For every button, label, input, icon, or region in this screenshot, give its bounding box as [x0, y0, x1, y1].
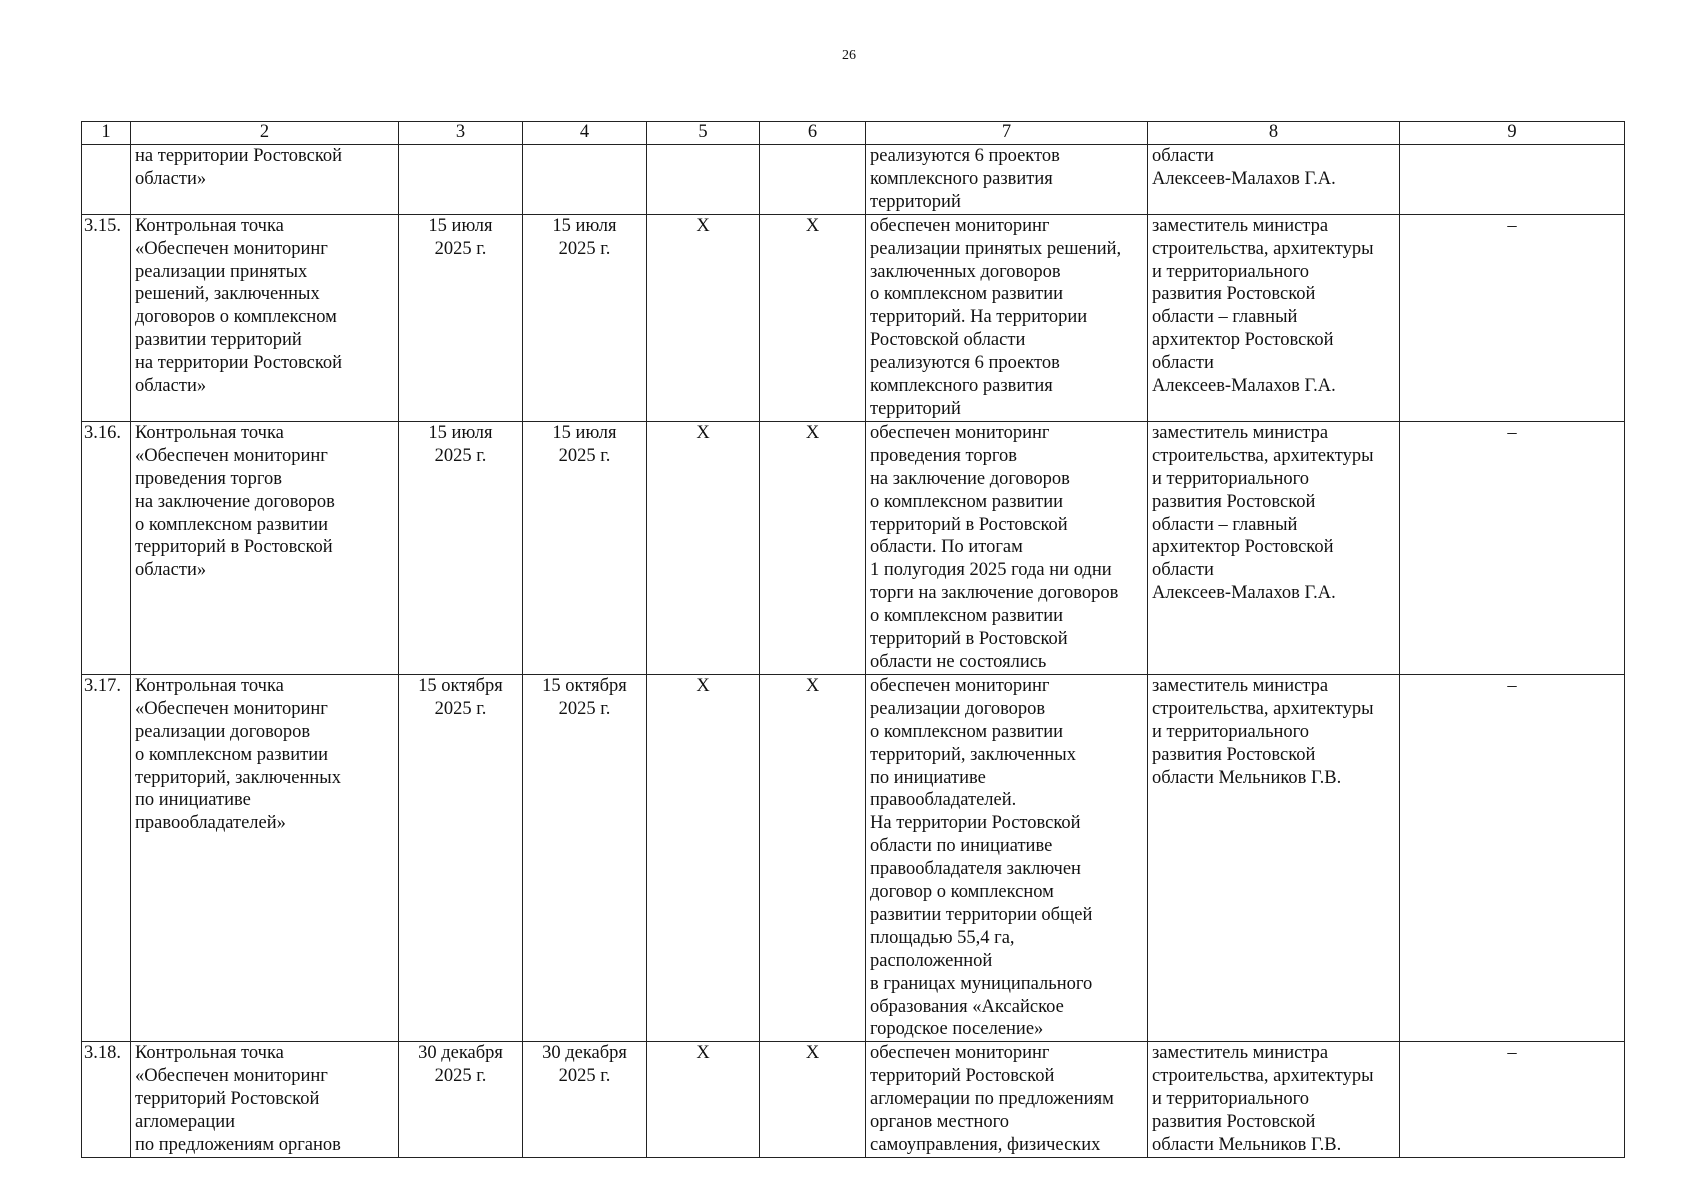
- note-cell: –: [1400, 421, 1625, 674]
- column-5-cell: Х: [647, 674, 760, 1042]
- responsible-person: заместитель министра строительства, архитектуры и территориального развития Ростовской области – главный архитектор Ростовской области Алексеев-Малахов Г.А.: [1148, 421, 1400, 674]
- column-5-cell: Х: [647, 1042, 760, 1158]
- table-row: [82, 421, 1625, 674]
- table-row: [82, 145, 1625, 215]
- responsible-person: заместитель министра строительства, архитектуры и территориального развития Ростовской области Мельников Г.В.: [1148, 674, 1400, 1042]
- note-cell: –: [1400, 674, 1625, 1042]
- column-header: 9: [1400, 122, 1625, 145]
- column-6-cell: Х: [760, 214, 866, 421]
- column-header: 6: [760, 122, 866, 145]
- column-header: 1: [82, 122, 131, 145]
- column-6-cell: Х: [760, 674, 866, 1042]
- column-6-cell: [760, 145, 866, 215]
- event-name: Контрольная точка «Обеспечен мониторинг проведения торгов на заключение договоров о комплексном развитии территорий в Ростовской области»: [131, 421, 399, 674]
- column-6-cell: Х: [760, 421, 866, 674]
- result-text: обеспечен мониторинг проведения торгов на заключение договоров о комплексном развитии территорий в Ростовской области. По итогам 1 полугодия 2025 года ни одни торги на заключение договоров о комплексном развитии территорий в Ростовской области не состоялись: [866, 421, 1148, 674]
- responsible-person: заместитель министра строительства, архитектуры и территориального развития Ростовской области – главный архитектор Ростовской области Алексеев-Малахов Г.А.: [1148, 214, 1400, 421]
- column-5-cell: Х: [647, 214, 760, 421]
- table-row: [82, 1042, 1625, 1158]
- result-text: обеспечен мониторинг территорий Ростовской агломерации по предложениям органов местного самоуправления, физических: [866, 1042, 1148, 1158]
- actual-date: 30 декабря 2025 г.: [523, 1042, 647, 1158]
- column-5-cell: Х: [647, 421, 760, 674]
- responsible-person: заместитель министра строительства, архитектуры и территориального развития Ростовской области Мельников Г.В.: [1148, 1042, 1400, 1158]
- row-number: 3.18.: [82, 1042, 131, 1158]
- plan-table: [81, 121, 1625, 1158]
- result-text: реализуются 6 проектов комплексного развития территорий: [866, 145, 1148, 215]
- note-cell: –: [1400, 1042, 1625, 1158]
- table-row: [82, 674, 1625, 1042]
- column-header: 2: [131, 122, 399, 145]
- column-header: 3: [399, 122, 523, 145]
- column-header: 8: [1148, 122, 1400, 145]
- row-number: 3.15.: [82, 214, 131, 421]
- row-number: [82, 145, 131, 215]
- page-number: 26: [842, 48, 856, 63]
- column-header: 4: [523, 122, 647, 145]
- planned-date: 15 июля 2025 г.: [399, 421, 523, 674]
- actual-date: 15 июля 2025 г.: [523, 421, 647, 674]
- actual-date: [523, 145, 647, 215]
- row-number: 3.17.: [82, 674, 131, 1042]
- column-6-cell: Х: [760, 1042, 866, 1158]
- result-text: обеспечен мониторинг реализации принятых решений, заключенных договоров о комплексном развитии территорий. На территории Ростовской области реализуются 6 проектов комплексного развития территорий: [866, 214, 1148, 421]
- column-header: 5: [647, 122, 760, 145]
- event-name: Контрольная точка «Обеспечен мониторинг реализации принятых решений, заключенных договоров о комплексном развитии территорий на территории Ростовской области»: [131, 214, 399, 421]
- actual-date: 15 октября 2025 г.: [523, 674, 647, 1042]
- planned-date: 15 октября 2025 г.: [399, 674, 523, 1042]
- responsible-person: области Алексеев-Малахов Г.А.: [1148, 145, 1400, 215]
- row-number: 3.16.: [82, 421, 131, 674]
- event-name: на территории Ростовской области»: [131, 145, 399, 215]
- column-number-row: [82, 122, 1625, 145]
- event-name: Контрольная точка «Обеспечен мониторинг реализации договоров о комплексном развитии территорий, заключенных по инициативе правообладателей»: [131, 674, 399, 1042]
- planned-date: [399, 145, 523, 215]
- actual-date: 15 июля 2025 г.: [523, 214, 647, 421]
- result-text: обеспечен мониторинг реализации договоров о комплексном развитии территорий, заключенных по инициативе правообладателей. На территории Ростовской области по инициативе правообладателя заключен договор о комплексном развитии территории общей площадью 55,4 га, расположенной в границах муниципального образования «Аксайское городское поселение»: [866, 674, 1148, 1042]
- column-5-cell: [647, 145, 760, 215]
- note-cell: [1400, 145, 1625, 215]
- event-name: Контрольная точка «Обеспечен мониторинг территорий Ростовской агломерации по предложениям органов: [131, 1042, 399, 1158]
- planned-date: 30 декабря 2025 г.: [399, 1042, 523, 1158]
- table-row: [82, 214, 1625, 421]
- planned-date: 15 июля 2025 г.: [399, 214, 523, 421]
- column-header: 7: [866, 122, 1148, 145]
- note-cell: –: [1400, 214, 1625, 421]
